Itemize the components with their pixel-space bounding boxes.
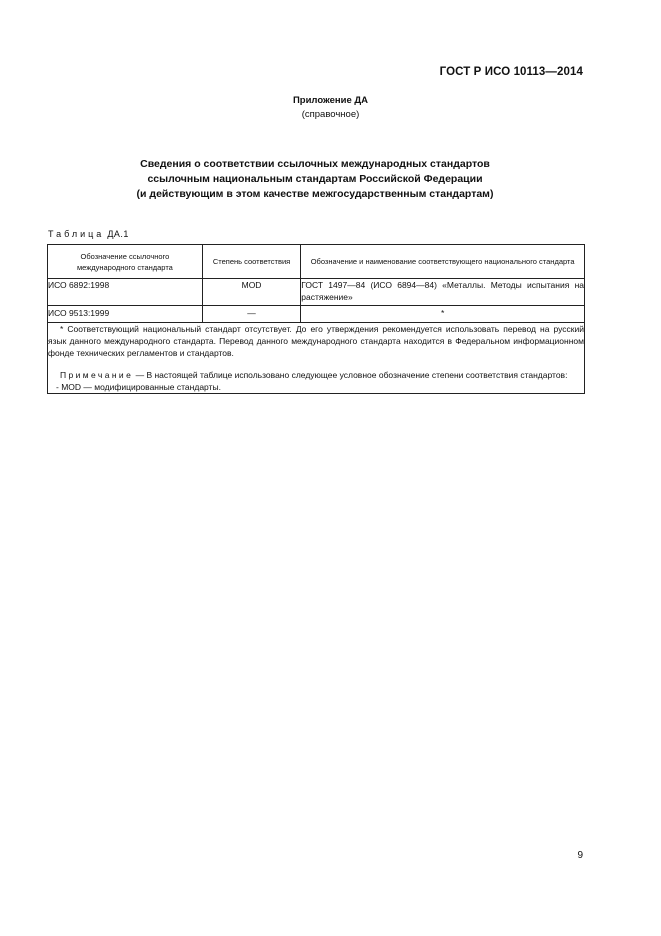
note-list-item: - MOD — модифицированные стандарты.: [56, 382, 221, 392]
table-notes: [48, 323, 585, 394]
cell-degree: MOD: [202, 279, 300, 306]
table-caption-number: ДА.1: [107, 229, 129, 239]
appendix-heading: [0, 94, 661, 122]
standards-correspondence-table: [47, 244, 585, 394]
section-title-line-2: ссылочным национальным стандартам Российской Федерации: [147, 173, 483, 185]
note-text: — В настоящей таблице использовано следующее условное обозначение степени соответствия стандартов:: [135, 370, 568, 380]
table-caption-word: Таблица: [48, 229, 105, 239]
table-caption: [48, 229, 129, 239]
page-number: 9: [577, 850, 583, 861]
cell-international-standard: ИСО 6892:1998: [48, 279, 203, 306]
section-title-line-1: Сведения о соответствии ссылочных международных стандартов: [140, 158, 490, 170]
table-footnote: * Соответствующий национальный стандарт отсутствует. До его утверждения рекомендуется использовать перевод на русский язык данного международного стандарта. Перевод данного международного стандарта находится в Федеральном информационном фонде технических регламентов и стандартов.: [48, 324, 584, 358]
note-label: Примечание: [60, 370, 134, 380]
header-national-standard: Обозначение и наименование соответствующего национального стандарта: [301, 245, 585, 279]
section-title: [60, 157, 570, 202]
table-note: [48, 369, 584, 393]
appendix-title: Приложение ДА: [292, 95, 369, 106]
table-row: [48, 306, 585, 323]
cell-national-standard: ГОСТ 1497—84 (ИСО 6894—84) «Металлы. Методы испытания на растяжение»: [301, 279, 585, 306]
section-title-line-3: (и действующим в этом качестве межгосударственным стандартам): [136, 188, 494, 200]
cell-international-standard: ИСО 9513:1999: [48, 306, 203, 323]
header-degree: Степень соответствия: [202, 245, 300, 279]
table-notes-row: [48, 323, 585, 394]
appendix-subtitle: (справочное): [301, 109, 360, 120]
document-code: ГОСТ Р ИСО 10113—2014: [439, 66, 583, 78]
table-row: [48, 279, 585, 306]
cell-national-standard: *: [301, 306, 585, 323]
note-intro: [48, 369, 584, 381]
cell-degree: —: [202, 306, 300, 323]
table-header-row: [48, 245, 585, 279]
header-international-standard: Обозначение ссылочного международного стандарта: [48, 245, 203, 279]
